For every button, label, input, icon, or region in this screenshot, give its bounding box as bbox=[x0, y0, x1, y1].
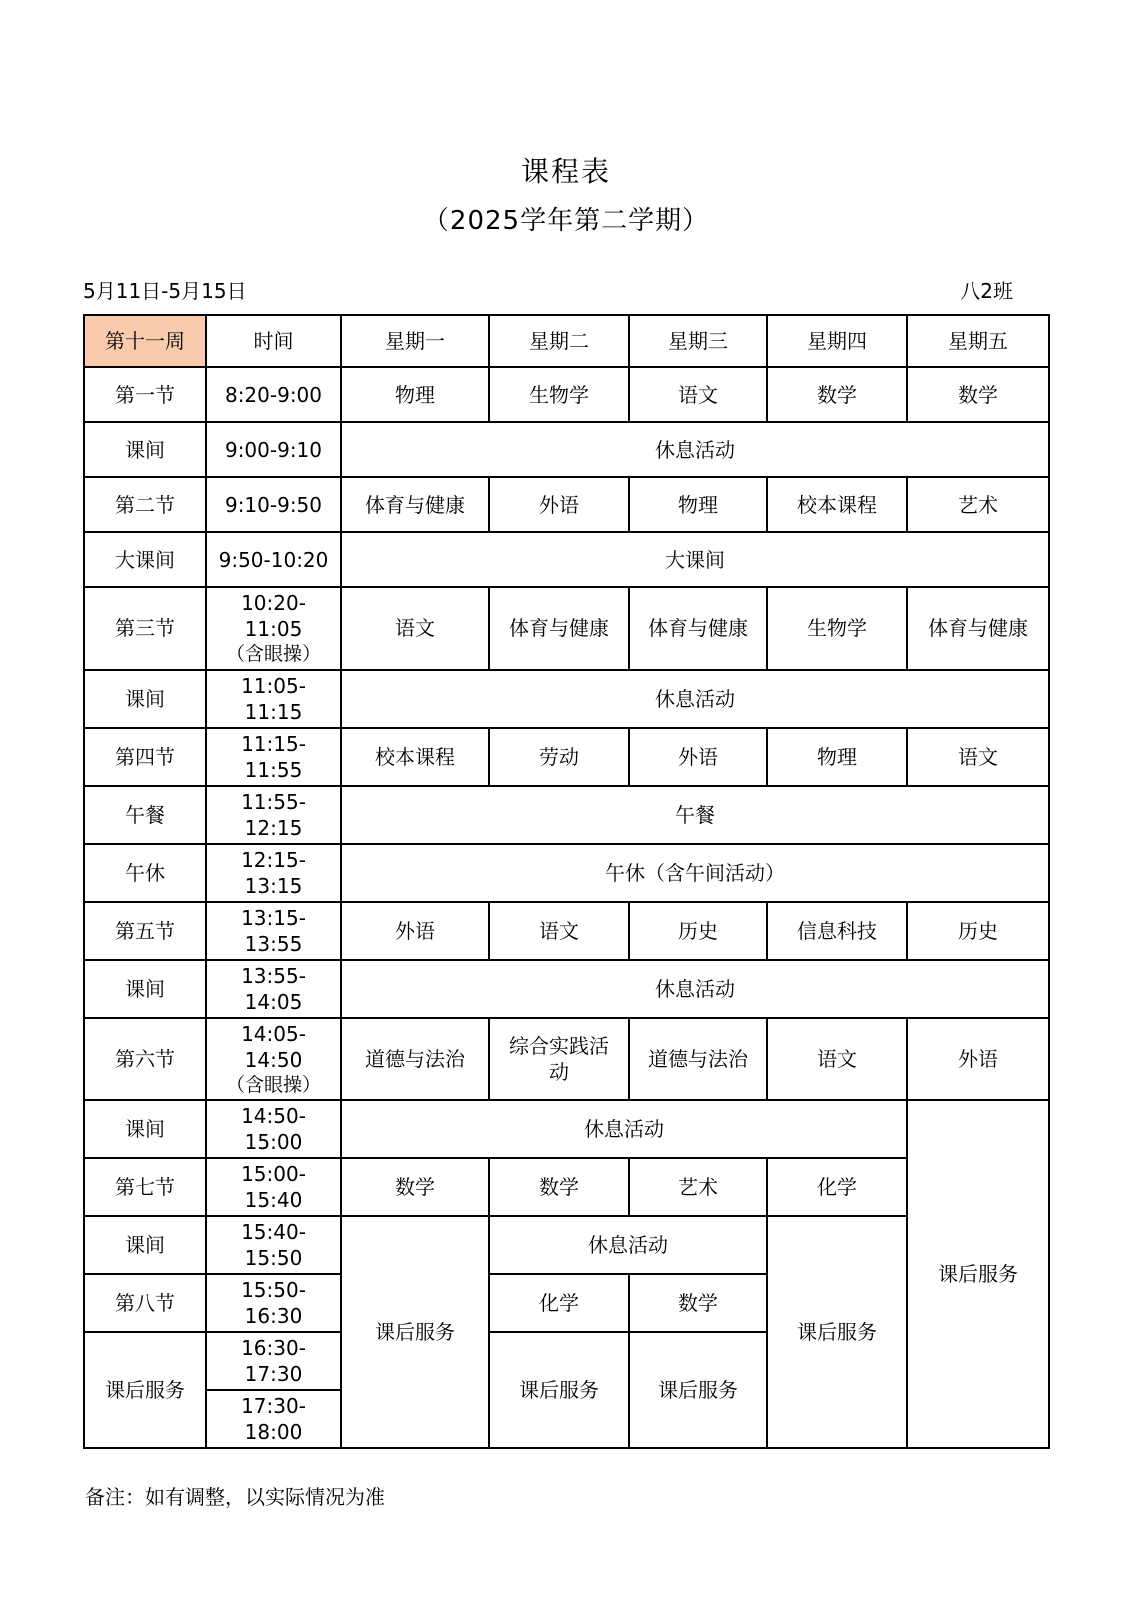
time-cell: 16:30-17:30 bbox=[206, 1332, 341, 1390]
table-header-row bbox=[84, 315, 1049, 367]
day-header-friday: 星期五 bbox=[907, 315, 1049, 367]
subject-cell-wed: 数学 bbox=[629, 1274, 767, 1332]
time-cell: 11:55-12:15 bbox=[206, 786, 341, 844]
merged-activity-cell: 休息活动 bbox=[341, 670, 1049, 728]
time-cell: 13:15-13:55 bbox=[206, 902, 341, 960]
table-row bbox=[84, 422, 1049, 477]
subject-cell-tue: 综合实践活动 bbox=[489, 1018, 629, 1101]
after-school-service-thu: 课后服务 bbox=[767, 1216, 907, 1448]
day-header-thursday: 星期四 bbox=[767, 315, 907, 367]
period-label-cell: 第一节 bbox=[84, 367, 206, 422]
period-label-cell: 课间 bbox=[84, 422, 206, 477]
period-label-cell: 第六节 bbox=[84, 1018, 206, 1101]
subject-cell-fri: 数学 bbox=[907, 367, 1049, 422]
table-row bbox=[84, 587, 1049, 670]
subject-cell-fri: 艺术 bbox=[907, 477, 1049, 532]
time-cell: 17:30-18:00 bbox=[206, 1390, 341, 1448]
subject-cell-thu: 信息科技 bbox=[767, 902, 907, 960]
subject-cell-mon: 数学 bbox=[341, 1158, 489, 1216]
subject-cell-wed: 外语 bbox=[629, 728, 767, 786]
table-row bbox=[84, 902, 1049, 960]
time-note: （含眼操） bbox=[225, 1073, 321, 1096]
subject-cell-thu: 数学 bbox=[767, 367, 907, 422]
merged-activity-cell: 休息活动 bbox=[341, 422, 1049, 477]
time-text: 10:20-11:05 bbox=[241, 591, 306, 641]
period-label-cell: 课间 bbox=[84, 1100, 206, 1158]
day-header-wednesday: 星期三 bbox=[629, 315, 767, 367]
period-label-cell: 第三节 bbox=[84, 587, 206, 670]
merged-activity-cell: 休息活动 bbox=[341, 1100, 907, 1158]
after-school-service-tue: 课后服务 bbox=[489, 1332, 629, 1448]
subject-cell-fri: 外语 bbox=[907, 1018, 1049, 1101]
period-label-cell: 第七节 bbox=[84, 1158, 206, 1216]
subject-cell-thu: 化学 bbox=[767, 1158, 907, 1216]
period-label-cell: 第二节 bbox=[84, 477, 206, 532]
period-label-cell: 课间 bbox=[84, 960, 206, 1018]
time-cell: 9:50-10:20 bbox=[206, 532, 341, 587]
merged-activity-cell: 午餐 bbox=[341, 786, 1049, 844]
period-label-cell: 课后服务 bbox=[84, 1332, 206, 1448]
time-cell: 8:20-9:00 bbox=[206, 367, 341, 422]
subject-cell-thu: 语文 bbox=[767, 1018, 907, 1101]
period-label-cell: 第八节 bbox=[84, 1274, 206, 1332]
subject-cell-tue: 外语 bbox=[489, 477, 629, 532]
period-label-cell: 午餐 bbox=[84, 786, 206, 844]
title-block bbox=[0, 0, 1132, 237]
date-range: 5月11日-5月15日 bbox=[83, 279, 247, 303]
period-label-cell: 第五节 bbox=[84, 902, 206, 960]
time-cell: 9:00-9:10 bbox=[206, 422, 341, 477]
subject-cell-tue: 语文 bbox=[489, 902, 629, 960]
after-school-service-fri: 课后服务 bbox=[907, 1100, 1049, 1448]
time-cell bbox=[206, 1018, 341, 1101]
time-cell: 15:50-16:30 bbox=[206, 1274, 341, 1332]
period-label-cell: 午休 bbox=[84, 844, 206, 902]
time-cell: 9:10-9:50 bbox=[206, 477, 341, 532]
subject-cell-tue: 体育与健康 bbox=[489, 587, 629, 670]
merged-activity-cell: 大课间 bbox=[341, 532, 1049, 587]
subject-cell-mon: 校本课程 bbox=[341, 728, 489, 786]
subject-cell-thu: 物理 bbox=[767, 728, 907, 786]
table-row bbox=[84, 728, 1049, 786]
time-cell: 11:15-11:55 bbox=[206, 728, 341, 786]
time-note: （含眼操） bbox=[225, 643, 321, 665]
schedule-table bbox=[83, 314, 1050, 1449]
page-title: 课程表 bbox=[520, 155, 611, 188]
time-cell: 15:40-15:50 bbox=[206, 1216, 341, 1274]
time-cell bbox=[206, 587, 341, 670]
subject-cell-fri: 体育与健康 bbox=[907, 587, 1049, 670]
table-row bbox=[84, 1100, 1049, 1158]
table-row bbox=[84, 367, 1049, 422]
table-row bbox=[84, 786, 1049, 844]
table-row bbox=[84, 477, 1049, 532]
merged-activity-cell: 休息活动 bbox=[489, 1216, 767, 1274]
footnote: 备注：如有调整，以实际情况为准 bbox=[85, 1485, 385, 1510]
subject-cell-wed: 艺术 bbox=[629, 1158, 767, 1216]
subject-cell-thu: 生物学 bbox=[767, 587, 907, 670]
table-row bbox=[84, 1018, 1049, 1101]
subject-cell-thu: 校本课程 bbox=[767, 477, 907, 532]
subject-cell-fri: 历史 bbox=[907, 902, 1049, 960]
merged-activity-cell: 午休（含午间活动） bbox=[341, 844, 1049, 902]
meta-row bbox=[83, 275, 1049, 304]
subject-cell-mon: 道德与法治 bbox=[341, 1018, 489, 1101]
week-label-cell: 第十一周 bbox=[84, 315, 206, 367]
table-row bbox=[84, 532, 1049, 587]
table-row bbox=[84, 1158, 1049, 1216]
subject-cell-fri: 语文 bbox=[907, 728, 1049, 786]
period-label-cell: 第四节 bbox=[84, 728, 206, 786]
subject-cell-mon: 语文 bbox=[341, 587, 489, 670]
time-cell: 15:00-15:40 bbox=[206, 1158, 341, 1216]
time-text: 14:05-14:50 bbox=[241, 1021, 306, 1072]
day-header-tuesday: 星期二 bbox=[489, 315, 629, 367]
subject-cell-tue: 生物学 bbox=[489, 367, 629, 422]
subject-cell-mon: 体育与健康 bbox=[341, 477, 489, 532]
day-header-monday: 星期一 bbox=[341, 315, 489, 367]
table-row bbox=[84, 1216, 1049, 1274]
period-label-cell: 课间 bbox=[84, 670, 206, 728]
subject-cell-mon: 外语 bbox=[341, 902, 489, 960]
subject-cell-tue: 劳动 bbox=[489, 728, 629, 786]
time-header-cell: 时间 bbox=[206, 315, 341, 367]
subject-cell-wed: 道德与法治 bbox=[629, 1018, 767, 1101]
time-cell: 14:50-15:00 bbox=[206, 1100, 341, 1158]
subject-cell-tue: 化学 bbox=[489, 1274, 629, 1332]
period-label-cell: 大课间 bbox=[84, 532, 206, 587]
after-school-service-wed: 课后服务 bbox=[629, 1332, 767, 1448]
subject-cell-wed: 语文 bbox=[629, 367, 767, 422]
subject-cell-wed: 体育与健康 bbox=[629, 587, 767, 670]
table-row bbox=[84, 960, 1049, 1018]
time-cell: 13:55-14:05 bbox=[206, 960, 341, 1018]
subject-cell-tue: 数学 bbox=[489, 1158, 629, 1216]
merged-activity-cell: 休息活动 bbox=[341, 960, 1049, 1018]
period-label-cell: 课间 bbox=[84, 1216, 206, 1274]
time-cell: 12:15-13:15 bbox=[206, 844, 341, 902]
page-subtitle: （2025学年第二学期） bbox=[422, 206, 710, 236]
after-school-service-mon: 课后服务 bbox=[341, 1216, 489, 1448]
subject-cell-wed: 历史 bbox=[629, 902, 767, 960]
table-row bbox=[84, 844, 1049, 902]
table-row bbox=[84, 670, 1049, 728]
time-cell: 11:05-11:15 bbox=[206, 670, 341, 728]
class-name: 八2班 bbox=[960, 279, 1013, 303]
subject-cell-mon: 物理 bbox=[341, 367, 489, 422]
subject-cell-wed: 物理 bbox=[629, 477, 767, 532]
